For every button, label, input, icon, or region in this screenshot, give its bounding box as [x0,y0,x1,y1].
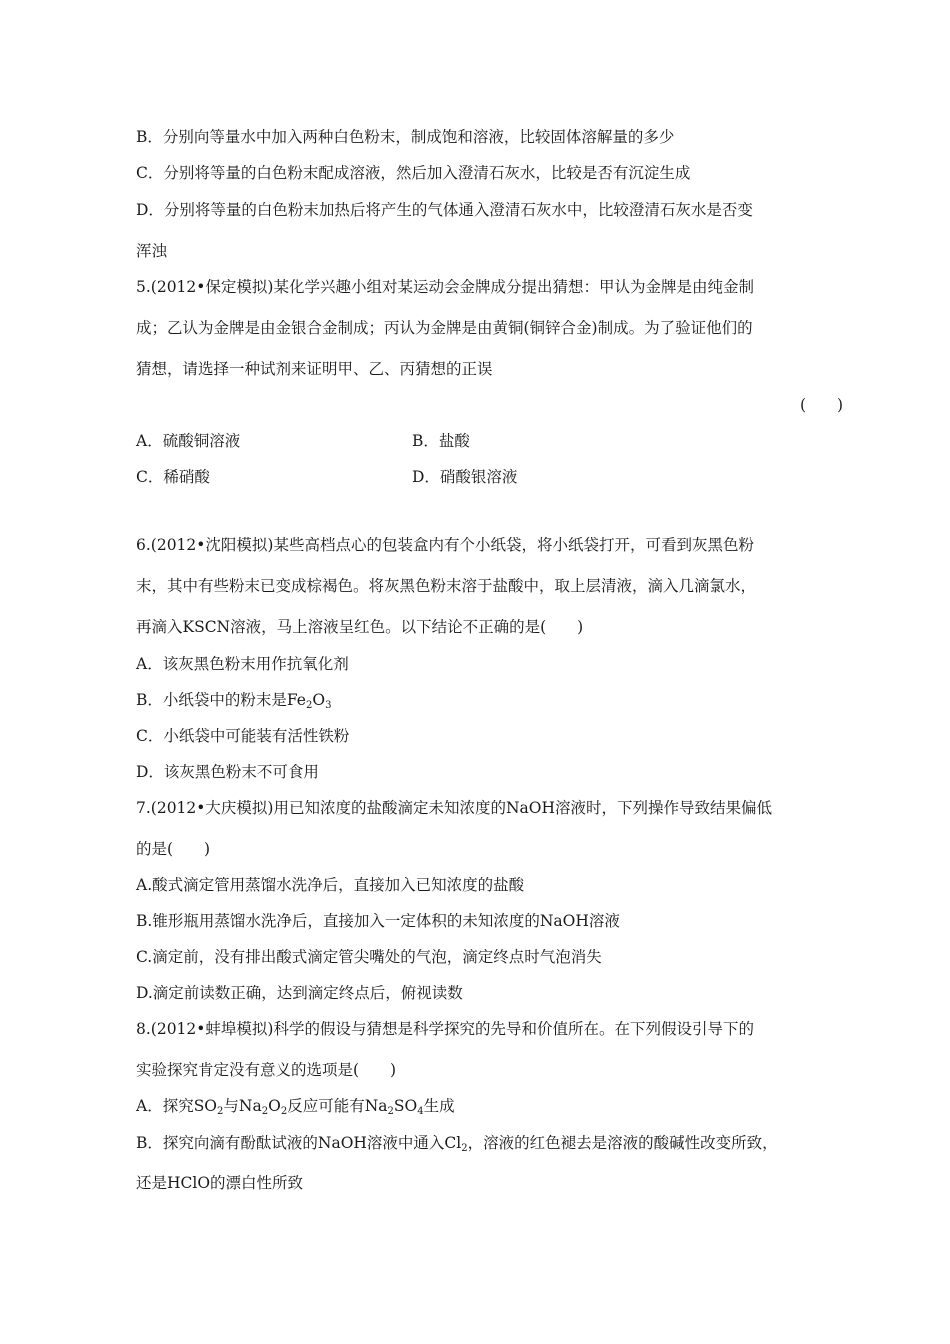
q4-option-b: B．分别向等量水中加入两种白色粉末，制成饱和溶液，比较固体溶解量的多少 [136,128,675,146]
q5-stem-line3: 猜想，请选择一种试剂来证明甲、乙、丙猜想的正误 [136,360,493,378]
q5-answer-paren: ( ) [800,396,844,414]
q5-option-d: D．硝酸银溶液 [412,468,518,486]
q8-option-b-line1: B．探究向滴有酚酞试液的NaOH溶液中通入$Cl_2$，溶液的红色褪去是溶液的酸碱性改变所致， [136,1134,778,1154]
q7-stem-line2: 的是( ) [136,840,211,858]
q5-option-c: C．稀硝酸 [136,468,210,486]
q6-option-d: D．该灰黑色粉末不可食用 [136,763,319,781]
q7-option-a: A.酸式滴定管用蒸馏水洗净后，直接加入已知浓度的盐酸 [136,876,525,894]
q6-stem-line3: 再滴入KSCN溶液，马上溶液呈红色。以下结论不正确的是( ) [136,618,584,636]
q7-option-d: D.滴定前读数正确，达到滴定终点后，俯视读数 [136,984,463,1002]
q5-stem-line1: 5.(2012•保定模拟)某化学兴趣小组对某运动会金牌成分提出猜想：甲认为金牌是由纯金制 [136,278,754,296]
q8-stem-line1: 8.(2012•蚌埠模拟)科学的假设与猜想是科学探究的先导和价值所在。在下列假设引导下的 [136,1020,754,1038]
q6-option-b: B．小纸袋中的粉末是$Fe_2O_3$ [136,691,332,711]
q6-stem-line1: 6.(2012•沈阳模拟)某些高档点心的包装盒内有个小纸袋，将小纸袋打开，可看到灰黑色粉 [136,536,754,554]
q4-option-d-line2: 浑浊 [136,242,168,260]
q5-option-b: B．盐酸 [412,432,470,450]
q6-option-a: A．该灰黑色粉末用作抗氧化剂 [136,655,349,673]
q8-option-b-line2: 还是HClO的漂白性所致 [136,1174,304,1192]
q7-stem-line1: 7.(2012•大庆模拟)用已知浓度的盐酸滴定未知浓度的NaOH溶液时，下列操作导致结果偏低 [136,799,773,817]
q7-option-c: C.滴定前，没有排出酸式滴定管尖嘴处的气泡，滴定终点时气泡消失 [136,948,602,966]
q6-stem-line2: 末，其中有些粉末已变成棕褐色。将灰黑色粉末溶于盐酸中，取上层清液，滴入几滴氯水， [136,577,757,595]
q8-stem-line2: 实验探究肯定没有意义的选项是( ) [136,1061,397,1079]
q8-option-a: A．探究$SO_2$与$Na_2O_2$反应可能有$Na_2SO_4$生成 [136,1097,455,1117]
q6-option-c: C．小纸袋中可能装有活性铁粉 [136,727,350,745]
q5-option-a: A．硫酸铜溶液 [136,432,241,450]
q5-stem-line2: 成；乙认为金牌是由金银合金制成；丙认为金牌是由黄铜(铜锌合金)制成。为了验证他们的 [136,319,753,337]
q4-option-c: C．分别将等量的白色粉末配成溶液，然后加入澄清石灰水，比较是否有沉淀生成 [136,164,691,182]
q7-option-b: B.锥形瓶用蒸馏水洗净后，直接加入一定体积的未知浓度的NaOH溶液 [136,912,620,930]
q4-option-d-line1: D．分别将等量的白色粉末加热后将产生的气体通入澄清石灰水中，比较澄清石灰水是否变 [136,201,753,219]
